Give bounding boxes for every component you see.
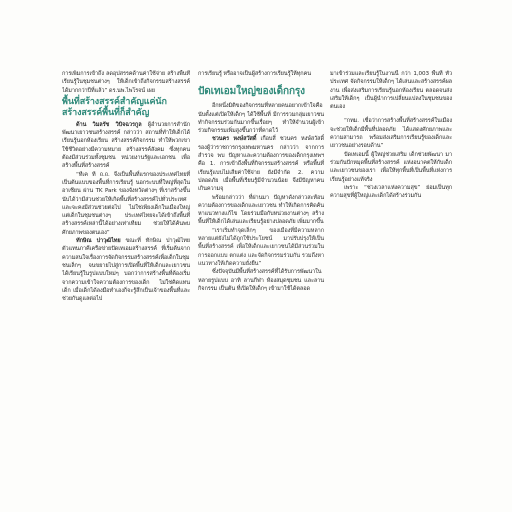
column-left	[62, 70, 190, 512]
paragraph: การเรียนรู้ หรืออาจเป็นผู้สร้างการเรียนรู้ให้ทุกคน	[198, 71, 311, 77]
paragraph: อีกหนึ่งมิติของกิจกรรมที่หลายคนอยากเข้าใจคือ นับตั้งแต่เปิดให้เด็กๆ ได้ใช้พื้นที่ มีการรวมกลุ่มเยาวชนทำกิจกรรมร่วมกันมากขึ้นเรื่อยๆ ทำให้จำนวนผู้เข้าร่วมกิจกรรมเพิ่มสูงขึ้นกว่าที่คาดไว้	[198, 103, 324, 135]
paragraph: มาเข้าร่วมและเรียนรู้ในงานนี้ กว่า 1,003 พื้นที่ ทั่วประเทศ จัดกิจกรรมให้เด็กๆ ได้เล่นและสร้างสรรค์ผลงาน เพื่อส่งเสริมการเรียนรู้นอกห้องเรียน ตลอดจนส่งเสริมให้เด็กๆ เป็นผู้นำการเปลี่ยนแปลงในชุมชนของตนเอง	[330, 71, 452, 111]
paragraph: พร้อมกล่าวว่า ที่ผ่านมา ปัญหาดังกล่าวสะท้อนความต้องการของเด็กและเยาวชน ทำให้เกิดการคิดค้นหาแนวทางแก้ไข โดยร่วมมือกับหน่วยงานต่างๆ สร้างพื้นที่ให้เด็กได้เล่นและเรียนรู้อย่างปลอดภัย เพิ่มมากขึ้น	[198, 194, 324, 226]
paragraph-text: ผู้อำนวยการสำนักพัฒนาเยาวชนสร้างสรรค์ กล่าวว่า สถานที่ทำให้เด็กได้เรียนรู้นอกห้องเรียน สร้างสรรค์กิจกรรม ทำให้พวกเขาใช้ชีวิตอย่างมีความหมาย สร้างสรรค์สังคม ซึ่งทุกคนต้องมีส่วนร่วมทั้งชุมชน หน่วยงานรัฐและเอกชน เพื่อสร้างพื้นที่สร้างสรรค์	[62, 121, 190, 170]
paragraph: “ทีเค ที ถ.ถ. จึงเป็นพื้นที่แรกของประเทศไทยที่เป็นต้นแบบของพื้นที่การเรียนรู้ นอกระบบที่ใหญ่ที่สุดในอาเซียน ผ่าน TK Park ของจังหวัดต่างๆ ที่เราสร้างขึ้นนับได้ว่ามีส่วนช่วยให้เกิดพื้นที่สร้างสรรค์ไปทั่วประเทศ และจะคงมีส่วนช่วยต่อไป ไม่ใช่เพียงเด็กในเมืองใหญ่ แต่เด็กในชุมชนต่างๆ ประเทศไทยจะได้เข้าถึงพื้นที่สร้างสรรค์เหล่านี้ได้อย่างเท่าเทียม ช่วยให้ได้ค้นพบศักยภาพของตนเอง”	[62, 171, 190, 236]
quote-paragraph: “เราเริ่มทำจุดเล็กๆ ของเมืองที่มีความหลากหลายแต่ยังไม่ได้ถูกใช้ประโยชน์ มาปรับปรุงให้เป็นพื้นที่สร้างสรรค์ เพื่อให้เด็กและเยาวชนได้มีส่วนร่วมในการออกแบบ ตกแต่ง และจัดกิจกรรมร่วมกัน รวมถึงหาแนวทางให้เกิดความยั่งยืน”	[198, 227, 324, 267]
paragraph: การเพิ่มการเข้าถึง ลดอุปสรรคด้านค่าใช้จ่าย สร้างพื้นที่เรียนรู้ในชุมชนต่างๆ ให้เด็กเข้าถึงกิจกรรมสร้างสรรค์ได้มากกว่าปีที่แล้ว” ดร.นพ.ไพโรจน์ เผย	[62, 71, 190, 94]
paragraph: ซึ่งปัจจุบันมีพื้นที่สร้างสรรค์ที่ได้รับการพัฒนาในหลายรูปแบบ อาทิ ลานกีฬา ห้องสมุดชุมชน และลานกิจกรรม เป็นต้น ที่เปิดให้เด็กๆ เข้ามาใช้ได้ตลอด	[198, 269, 324, 292]
person-name: ชวนคร หงษ์สวัสดิ์	[212, 136, 257, 143]
quote-paragraph: “กทม. เชื่อว่าการสร้างพื้นที่สร้างสรรค์ในเมืองจะช่วยให้เด็กมีพื้นที่ปลอดภัย ได้แสดงศักยภาพและความสามารถ พร้อมส่งเสริมการเรียนรู้ของเด็กและเยาวชนอย่างรอบด้าน”	[330, 118, 452, 150]
paragraph	[198, 135, 324, 193]
person-name: ทักษิณ ปาวุฒิไทย	[76, 238, 121, 245]
paragraph: ปัดเทเอมนี้ ผู้ใหญ่ช่วยเสริม เด็กช่วยพัฒนา มาร่วมกันปักหมุดพื้นที่สร้างสรรค์ แห่งอนาคตให้กับเด็กและเยาวชนของเรา เพื่อให้ทุกพื้นที่เป็นพื้นที่แห่งการเรียนรู้อย่างแท้จริง	[330, 151, 452, 183]
column-middle	[198, 70, 324, 512]
paragraph-text: เกือบสี่ ชวนคร หงษ์สวัสดิ์ รองผู้ว่าราชการกรุงเทพมหานคร กล่าวว่า จากการสำรวจ พบ ปัญหาและความต้องการของเด็กกรุงเทพฯ คือ 1. การเข้าถึงพื้นที่กิจกรรมสร้างสรรค์ หรือพื้นที่เรียนรู้แบบไม่เสียค่าใช้จ่าย ยังมีจำกัด 2. ความปลอดภัย เมื่อพื้นที่เรียนรู้มีจำนวนน้อย จึงมีปัญหาคนเกินความจุ	[198, 136, 324, 193]
paragraph	[62, 121, 190, 171]
paragraph: เพราะ “ช่วงเวลาแห่งความสุข” ย่อมเป็นทุกความสุขที่ผู้ใหญ่และเด็กได้สร้างร่วมกัน	[330, 184, 452, 200]
section-heading: พื้นที่สร้างสรรค์สำคัญแค่นักสร้างสรรค์พื้นที่ก็สำคัญ	[62, 96, 167, 118]
column-right	[330, 70, 452, 512]
person-name: ด้าน วิมลรัช วิบิจฉวรกูล	[76, 121, 142, 128]
section-heading: ปัดเทเอมใหญ่ของเด็กกรุง	[198, 86, 305, 98]
paragraph-text: ขณะที่ ทักษิณ ปาวุฒิไทย ตัวแทนภาคีเครือข่ายปัดเทเอมสร้างสรรค์ ที่เริ่มต้นจากความสนใจเรื่องการจัดกิจกรรมสร้างสรรค์เพื่อเด็กในชุมชนเล็กๆ จนขยายไปสู่การเปิดพื้นที่ให้เด็กและเยาวชนได้เรียนรู้ในรูปแบบใหม่ๆ บอกว่าการสร้างพื้นที่ต้องเริ่มจากความเข้าใจความต้องการของเด็ก ไม่ใช่คิดแทนเด็ก เมื่อเด็กได้ลงมือทำเองก็จะรู้สึกเป็นเจ้าของพื้นที่และช่วยกันดูแลต่อไป	[62, 238, 190, 303]
paragraph	[62, 237, 190, 303]
